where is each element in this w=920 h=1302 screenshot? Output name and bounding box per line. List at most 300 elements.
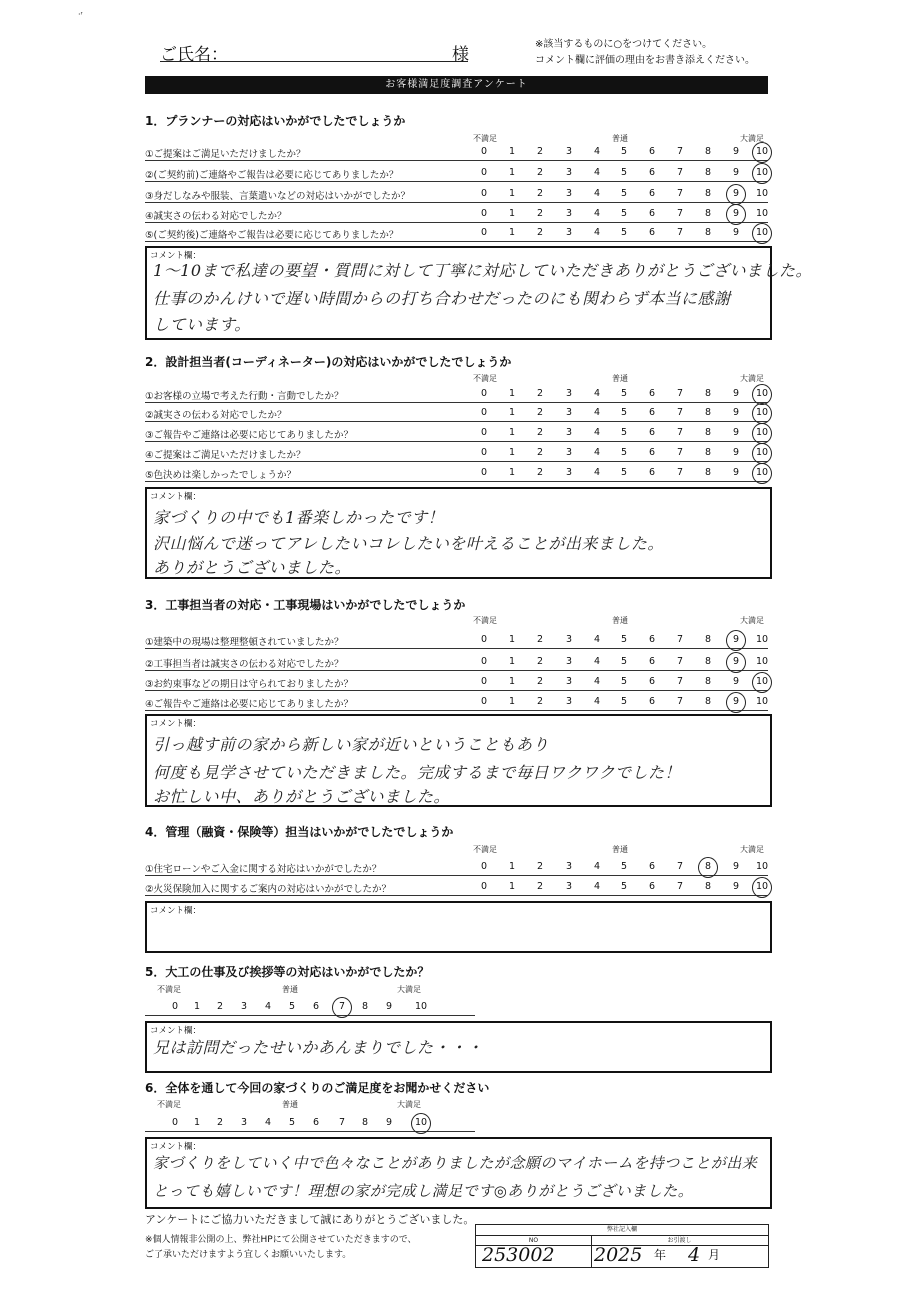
- comment-label: コメント欄：: [150, 1026, 202, 1036]
- rating-option[interactable]: 0: [480, 427, 488, 438]
- scale-low-label: 不満足: [473, 616, 497, 625]
- question-text: ②誠実さの伝わる対応でしたか？: [145, 410, 287, 421]
- rating-option[interactable]: 3: [565, 188, 573, 199]
- rating-option[interactable]: 3: [565, 388, 573, 399]
- question-text: ①ご提案はご満足いただけましたか？: [145, 149, 306, 160]
- rating-option[interactable]: 6: [648, 407, 656, 418]
- comment-label: コメント欄：: [150, 251, 202, 261]
- section-4-title: 4．管理（融資・保険等）担当はいかがでしたでしょうか: [145, 825, 454, 839]
- rating-option[interactable]: 6: [648, 634, 656, 645]
- rating-option[interactable]: 2: [536, 427, 544, 438]
- scan-speck: ·ʳ: [78, 10, 83, 19]
- rating-option[interactable]: 3: [565, 656, 573, 667]
- rating-option[interactable]: 7: [676, 188, 684, 199]
- rating-option[interactable]: 10: [755, 656, 769, 667]
- rating-option[interactable]: 2: [536, 447, 544, 458]
- rating-option[interactable]: 6: [648, 676, 656, 687]
- footer-thanks: アンケートにご協力いただきまして誠にありがとうございました。: [145, 1213, 475, 1226]
- rating-option[interactable]: 8: [704, 407, 712, 418]
- rating-option[interactable]: 10: [755, 696, 769, 707]
- handwritten-comment: 仕事のかんけいで遅い時間からの打ち合わせだったのにも関わらず本当に感謝: [153, 289, 731, 308]
- question-row: [145, 185, 768, 203]
- rating-option[interactable]: 5: [620, 188, 628, 199]
- rating-row-5: [145, 998, 475, 1016]
- rating-option[interactable]: 5: [288, 1001, 296, 1012]
- rating-option[interactable]: 3: [565, 208, 573, 219]
- handwritten-comment: ありがとうございました。: [153, 558, 352, 577]
- rating-option[interactable]: 9: [732, 676, 740, 687]
- rating-option[interactable]: 6: [648, 467, 656, 478]
- name-field-line[interactable]: [160, 61, 468, 62]
- rating-option[interactable]: 8: [704, 634, 712, 645]
- rating-option[interactable]: 10: [755, 634, 769, 645]
- record-number: 253002: [482, 1244, 555, 1266]
- rating-option[interactable]: 6: [312, 1117, 320, 1128]
- rating-option[interactable]: 2: [536, 407, 544, 418]
- rating-option[interactable]: 2: [536, 208, 544, 219]
- rating-option[interactable]: 8: [704, 467, 712, 478]
- year-unit: 年: [654, 1248, 667, 1262]
- rating-option[interactable]: 6: [648, 188, 656, 199]
- rating-selected[interactable]: 8: [701, 861, 715, 872]
- rating-option[interactable]: 0: [480, 881, 488, 892]
- rating-selected[interactable]: 9: [729, 208, 743, 219]
- rating-option[interactable]: 4: [593, 146, 601, 157]
- rating-option[interactable]: 7: [676, 427, 684, 438]
- rating-selected[interactable]: 9: [729, 656, 743, 667]
- office-use-heading: 弊社記入欄: [606, 1226, 637, 1233]
- rating-option[interactable]: 4: [593, 227, 601, 238]
- rating-option[interactable]: 5: [620, 227, 628, 238]
- rating-option[interactable]: 9: [732, 227, 740, 238]
- comment-label: コメント欄：: [150, 1142, 202, 1152]
- rating-option[interactable]: 3: [565, 167, 573, 178]
- question-text: ④ご提案はご満足いただけましたか？: [145, 450, 306, 461]
- scale-high-label: 大満足: [397, 1100, 421, 1109]
- rating-option[interactable]: 0: [480, 407, 488, 418]
- rating-option[interactable]: 7: [676, 447, 684, 458]
- scale-high-label: 大満足: [740, 616, 764, 625]
- rating-option[interactable]: 2: [536, 146, 544, 157]
- rating-option[interactable]: 8: [361, 1117, 369, 1128]
- rating-option[interactable]: 0: [480, 467, 488, 478]
- rating-option[interactable]: 4: [593, 407, 601, 418]
- name-suffix: 様: [452, 45, 469, 65]
- rating-option[interactable]: 1: [508, 881, 516, 892]
- rating-option[interactable]: 5: [620, 467, 628, 478]
- rating-option[interactable]: 6: [648, 167, 656, 178]
- rating-option[interactable]: 3: [240, 1117, 248, 1128]
- rating-option[interactable]: 5: [620, 696, 628, 707]
- rating-option[interactable]: 6: [312, 1001, 320, 1012]
- rating-option[interactable]: 9: [732, 146, 740, 157]
- rating-option[interactable]: 10: [755, 188, 769, 199]
- rating-option[interactable]: 9: [385, 1001, 393, 1012]
- rating-option[interactable]: 2: [536, 634, 544, 645]
- rating-option[interactable]: 0: [480, 188, 488, 199]
- rating-option[interactable]: 8: [704, 146, 712, 157]
- scale-high-label: 大満足: [397, 985, 421, 994]
- question-text: ②工事担当者は誠実さの伝わる対応でしたか？: [145, 659, 344, 670]
- rating-option[interactable]: 7: [676, 656, 684, 667]
- scale-low-label: 不満足: [473, 134, 497, 143]
- rating-option[interactable]: 9: [732, 881, 740, 892]
- rating-option[interactable]: 0: [480, 676, 488, 687]
- rating-option[interactable]: 7: [676, 167, 684, 178]
- rating-option[interactable]: 2: [536, 881, 544, 892]
- rating-option[interactable]: 3: [565, 881, 573, 892]
- rating-option[interactable]: 8: [704, 388, 712, 399]
- scale-high-label: 大満足: [740, 134, 764, 143]
- rating-option[interactable]: 7: [676, 388, 684, 399]
- rating-option[interactable]: 6: [648, 696, 656, 707]
- rating-option[interactable]: 6: [648, 881, 656, 892]
- rating-option[interactable]: 0: [480, 388, 488, 399]
- rating-option[interactable]: 2: [536, 467, 544, 478]
- rating-option[interactable]: 1: [193, 1001, 201, 1012]
- question-row: [145, 404, 768, 422]
- rating-option[interactable]: 2: [536, 188, 544, 199]
- comment-label: コメント欄：: [150, 719, 202, 729]
- rating-option[interactable]: 3: [565, 676, 573, 687]
- rating-option[interactable]: 4: [264, 1001, 272, 1012]
- instruction-note-1: ※該当するものに○をつけてください。: [535, 39, 713, 50]
- rating-option[interactable]: 1: [508, 388, 516, 399]
- rating-option[interactable]: 3: [565, 696, 573, 707]
- rating-option[interactable]: 7: [676, 467, 684, 478]
- rating-option[interactable]: 0: [480, 696, 488, 707]
- rating-selected[interactable]: 10: [755, 676, 769, 687]
- rating-option[interactable]: 1: [508, 467, 516, 478]
- rating-option[interactable]: 7: [676, 634, 684, 645]
- rating-option[interactable]: 0: [480, 227, 488, 238]
- rating-option[interactable]: 0: [480, 146, 488, 157]
- rating-option[interactable]: 10: [755, 861, 769, 872]
- rating-option[interactable]: 0: [171, 1117, 179, 1128]
- rating-option[interactable]: 6: [648, 208, 656, 219]
- question-row: [145, 143, 768, 161]
- rating-option[interactable]: 5: [620, 861, 628, 872]
- question-row: [145, 673, 768, 691]
- rating-option[interactable]: 9: [732, 447, 740, 458]
- rating-option[interactable]: 2: [536, 676, 544, 687]
- rating-option[interactable]: 1: [508, 634, 516, 645]
- rating-option[interactable]: 5: [620, 427, 628, 438]
- rating-selected[interactable]: 10: [414, 1117, 428, 1128]
- rating-option[interactable]: 7: [338, 1117, 346, 1128]
- rating-selected[interactable]: 9: [729, 634, 743, 645]
- comment-box-4[interactable]: [145, 901, 772, 953]
- rating-option[interactable]: 1: [508, 696, 516, 707]
- rating-option[interactable]: 4: [593, 634, 601, 645]
- rating-option[interactable]: 0: [480, 208, 488, 219]
- rating-selected[interactable]: 10: [755, 467, 769, 478]
- question-row: [145, 878, 768, 896]
- rating-option[interactable]: 1: [508, 407, 516, 418]
- rating-option[interactable]: 1: [508, 167, 516, 178]
- rating-option[interactable]: 1: [508, 227, 516, 238]
- scale-low-label: 不満足: [473, 374, 497, 383]
- question-text: ①お客様の立場で考えた行動・言動でしたか？: [145, 391, 344, 402]
- rating-option[interactable]: 4: [593, 188, 601, 199]
- question-row: [145, 164, 768, 182]
- instruction-notes: [535, 37, 755, 69]
- privacy-note-line-1: ※個人情報非公開の上、弊社HPにて公開させていただきますので、: [145, 1235, 417, 1245]
- rating-option[interactable]: 0: [480, 167, 488, 178]
- rating-option[interactable]: 9: [732, 407, 740, 418]
- scale-high-label: 大満足: [740, 374, 764, 383]
- privacy-note: [145, 1233, 417, 1263]
- rating-row-6: [145, 1114, 475, 1132]
- rating-selected[interactable]: 10: [755, 227, 769, 238]
- rating-option[interactable]: 4: [593, 676, 601, 687]
- section-5-title: 5．大工の仕事及び挨拶等の対応はいかがでしたか？: [145, 965, 430, 979]
- rating-option[interactable]: 1: [508, 861, 516, 872]
- rating-option[interactable]: 9: [732, 427, 740, 438]
- rating-selected[interactable]: 10: [755, 427, 769, 438]
- rating-option[interactable]: 4: [593, 388, 601, 399]
- comment-label: コメント欄：: [150, 492, 202, 502]
- question-text: ④誠実さの伝わる対応でしたか？: [145, 211, 287, 222]
- question-row: [145, 444, 768, 462]
- rating-selected[interactable]: 7: [335, 1001, 349, 1012]
- privacy-note-line-2: ご了承いただけますよう宜しくお願いいたします。: [145, 1250, 352, 1260]
- section-3-title: 3．工事担当者の対応・工事現場はいかがでしたでしょうか: [145, 598, 466, 612]
- rating-option[interactable]: 7: [676, 861, 684, 872]
- rating-option[interactable]: 1: [508, 656, 516, 667]
- scale-mid-label: 普通: [612, 374, 628, 383]
- rating-option[interactable]: 1: [193, 1117, 201, 1128]
- question-row: [145, 464, 768, 482]
- rating-option[interactable]: 3: [565, 227, 573, 238]
- handwritten-comment: お忙しい中、ありがとうございました。: [153, 787, 451, 806]
- rating-option[interactable]: 6: [648, 447, 656, 458]
- question-text: ②火災保険加入に関するご案内の対応はいかがでしたか？: [145, 884, 392, 895]
- question-row: [145, 653, 768, 671]
- rating-option[interactable]: 0: [480, 861, 488, 872]
- handwritten-comment: とっても嬉しいです！理想の家が完成し満足です◎ありがとうございました。: [153, 1182, 694, 1200]
- rating-option[interactable]: 7: [676, 407, 684, 418]
- handover-year: 2025: [594, 1244, 643, 1266]
- question-row: [145, 385, 768, 403]
- scale-low-label: 不満足: [157, 985, 181, 994]
- question-row: [145, 631, 768, 649]
- rating-option[interactable]: 0: [480, 447, 488, 458]
- comment-box-2[interactable]: [145, 487, 772, 579]
- rating-option[interactable]: 7: [676, 881, 684, 892]
- rating-option[interactable]: 6: [648, 388, 656, 399]
- rating-option[interactable]: 7: [676, 696, 684, 707]
- question-text: ①建築中の現場は整理整頓されていましたか？: [145, 637, 344, 648]
- question-text: ④ご報告やご連絡は必要に応じてありましたか？: [145, 699, 354, 710]
- rating-option[interactable]: 3: [240, 1001, 248, 1012]
- rating-option[interactable]: 0: [480, 634, 488, 645]
- rating-option[interactable]: 7: [676, 208, 684, 219]
- question-row: [145, 858, 768, 876]
- rating-option[interactable]: 9: [732, 388, 740, 399]
- rating-selected[interactable]: 10: [755, 447, 769, 458]
- name-label: ご氏名：: [160, 45, 228, 65]
- rating-option[interactable]: 1: [508, 146, 516, 157]
- scale-mid-label: 普通: [282, 1100, 298, 1109]
- rating-option[interactable]: 10: [755, 208, 769, 219]
- rating-selected[interactable]: 9: [729, 696, 743, 707]
- rating-option[interactable]: 8: [704, 656, 712, 667]
- comment-box-1[interactable]: [145, 246, 813, 340]
- handwritten-comment: しています。: [153, 315, 251, 334]
- rating-option[interactable]: 6: [648, 861, 656, 872]
- scale-low-label: 不満足: [157, 1100, 181, 1109]
- rating-option[interactable]: 5: [620, 407, 628, 418]
- comment-box-5[interactable]: [145, 1021, 772, 1073]
- question-row: [145, 205, 768, 223]
- question-row: [145, 693, 768, 711]
- question-text: ③身だしなみや服装、言葉遣いなどの対応はいかがでしたか？: [145, 191, 411, 202]
- rating-option[interactable]: 4: [593, 427, 601, 438]
- rating-option[interactable]: 0: [480, 656, 488, 667]
- rating-option[interactable]: 9: [732, 467, 740, 478]
- rating-option[interactable]: 3: [565, 467, 573, 478]
- question-text: ③お約束事などの期日は守られておりましたか？: [145, 679, 354, 690]
- rating-option[interactable]: 5: [620, 676, 628, 687]
- handover-month: 4: [688, 1244, 701, 1266]
- rating-option[interactable]: 10: [414, 1001, 428, 1012]
- rating-option[interactable]: 5: [620, 146, 628, 157]
- rating-option[interactable]: 1: [508, 427, 516, 438]
- rating-option[interactable]: 2: [216, 1001, 224, 1012]
- rating-option[interactable]: 9: [732, 861, 740, 872]
- rating-option[interactable]: 8: [704, 696, 712, 707]
- rating-option[interactable]: 8: [361, 1001, 369, 1012]
- rating-selected[interactable]: 10: [755, 146, 769, 157]
- rating-option[interactable]: 5: [288, 1117, 296, 1128]
- rating-option[interactable]: 3: [565, 146, 573, 157]
- rating-option[interactable]: 8: [704, 227, 712, 238]
- rating-option[interactable]: 6: [648, 656, 656, 667]
- rating-option[interactable]: 6: [648, 427, 656, 438]
- rating-option[interactable]: 4: [593, 656, 601, 667]
- rating-option[interactable]: 5: [620, 388, 628, 399]
- rating-option[interactable]: 2: [536, 656, 544, 667]
- rating-option[interactable]: 8: [704, 447, 712, 458]
- scale-mid-label: 普通: [282, 985, 298, 994]
- question-text: ③ご報告やご連絡は必要に応じてありましたか？: [145, 430, 354, 441]
- rating-option[interactable]: 2: [536, 696, 544, 707]
- rating-option[interactable]: 1: [508, 447, 516, 458]
- rating-option[interactable]: 7: [676, 676, 684, 687]
- handwritten-comment: 家づくりをしていく中で色々なことがありましたが念願のマイホームを持つことが出来: [153, 1154, 758, 1172]
- rating-option[interactable]: 2: [536, 861, 544, 872]
- rating-option[interactable]: 8: [704, 881, 712, 892]
- handwritten-comment: 家づくりの中でも1番楽しかったです！: [153, 508, 445, 527]
- rating-option[interactable]: 6: [648, 227, 656, 238]
- rating-option[interactable]: 1: [508, 188, 516, 199]
- rating-option[interactable]: 4: [593, 881, 601, 892]
- comment-box-6[interactable]: [145, 1137, 772, 1209]
- rating-selected[interactable]: 10: [755, 881, 769, 892]
- rating-selected[interactable]: 10: [755, 407, 769, 418]
- question-text: ⑤色決めは楽しかったでしょうか？: [145, 470, 297, 481]
- question-row: [145, 224, 768, 242]
- scale-mid-label: 普通: [612, 134, 628, 143]
- rating-option[interactable]: 4: [593, 696, 601, 707]
- rating-option[interactable]: 5: [620, 167, 628, 178]
- rating-option[interactable]: 8: [704, 167, 712, 178]
- rating-option[interactable]: 2: [216, 1117, 224, 1128]
- rating-option[interactable]: 7: [676, 227, 684, 238]
- rating-option[interactable]: 9: [732, 167, 740, 178]
- rating-option[interactable]: 4: [593, 208, 601, 219]
- rating-option[interactable]: 5: [620, 634, 628, 645]
- handwritten-comment: 兄は訪問だったせいかあんまりでした・・・: [153, 1038, 484, 1057]
- comment-box-3[interactable]: [145, 714, 772, 807]
- rating-option[interactable]: 3: [565, 407, 573, 418]
- rating-option[interactable]: 8: [704, 208, 712, 219]
- rating-option[interactable]: 4: [264, 1117, 272, 1128]
- no-header: NO: [476, 1235, 591, 1246]
- handwritten-comment: 何度も見学させていただきました。完成するまで毎日ワクワクでした！: [153, 763, 682, 782]
- handwritten-comment: 沢山悩んで迷ってアレしたいコレしたいを叶えることが出来ました。: [153, 534, 664, 553]
- rating-option[interactable]: 3: [565, 634, 573, 645]
- office-use-box: [475, 1224, 769, 1268]
- rating-option[interactable]: 1: [508, 208, 516, 219]
- question-text: ②(ご契約前)ご連絡やご報告は必要に応じてありましたか？: [145, 170, 399, 181]
- month-unit: 月: [708, 1248, 721, 1262]
- rating-option[interactable]: 1: [508, 676, 516, 687]
- rating-selected[interactable]: 9: [729, 188, 743, 199]
- rating-option[interactable]: 5: [620, 447, 628, 458]
- rating-option[interactable]: 7: [676, 146, 684, 157]
- comment-label: コメント欄：: [150, 906, 202, 916]
- rating-option[interactable]: 4: [593, 167, 601, 178]
- survey-banner: お客様満足度調査アンケート: [145, 76, 768, 94]
- rating-option[interactable]: 2: [536, 388, 544, 399]
- rating-option[interactable]: 4: [593, 467, 601, 478]
- rating-option[interactable]: 3: [565, 427, 573, 438]
- rating-option[interactable]: 4: [593, 447, 601, 458]
- rating-option[interactable]: 6: [648, 146, 656, 157]
- rating-option[interactable]: 5: [620, 208, 628, 219]
- rating-selected[interactable]: 10: [755, 388, 769, 399]
- rating-option[interactable]: 4: [593, 861, 601, 872]
- section-1-title: 1．プランナーの対応はいかがでしたでしょうか: [145, 114, 406, 128]
- scale-high-label: 大満足: [740, 845, 764, 854]
- scale-mid-label: 普通: [612, 616, 628, 625]
- question-text: ⑤(ご契約後)ご連絡やご報告は必要に応じてありましたか？: [145, 230, 399, 241]
- rating-option[interactable]: 2: [536, 227, 544, 238]
- scale-low-label: 不満足: [473, 845, 497, 854]
- scale-mid-label: 普通: [612, 845, 628, 854]
- question-text: ①住宅ローンやご入金に関する対応はいかがでしたか？: [145, 864, 382, 875]
- instruction-note-2: コメント欄に評価の理由をお書き添えください。: [535, 55, 755, 66]
- rating-option[interactable]: 5: [620, 656, 628, 667]
- rating-selected[interactable]: 10: [755, 167, 769, 178]
- rating-option[interactable]: 8: [704, 427, 712, 438]
- question-row: [145, 424, 768, 442]
- rating-option[interactable]: 3: [565, 447, 573, 458]
- rating-option[interactable]: 3: [565, 861, 573, 872]
- rating-option[interactable]: 9: [385, 1117, 393, 1128]
- rating-option[interactable]: 5: [620, 881, 628, 892]
- handwritten-comment: 1～10まで私達の要望・質問に対して丁寧に対応していただきありがとうございました。: [153, 261, 813, 280]
- handwritten-comment: 引っ越す前の家から新しい家が近いということもあり: [153, 735, 550, 754]
- rating-option[interactable]: 2: [536, 167, 544, 178]
- rating-option[interactable]: 8: [704, 676, 712, 687]
- handover-header: お引渡し: [591, 1235, 768, 1246]
- rating-option[interactable]: 8: [704, 188, 712, 199]
- section-6-title: 6．全体を通して今回の家づくりのご満足度をお聞かせください: [145, 1081, 490, 1095]
- rating-option[interactable]: 0: [171, 1001, 179, 1012]
